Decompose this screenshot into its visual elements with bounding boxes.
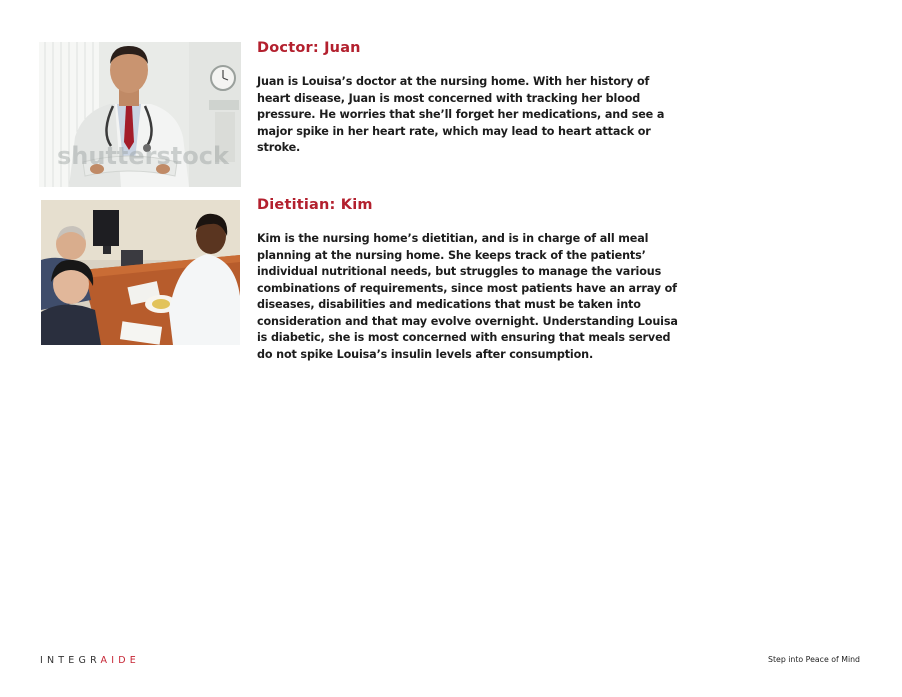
brand-logo-part1: INTEGR <box>40 655 101 666</box>
doctor-description: Juan is Louisa’s doctor at the nursing home. With her history of heart disease, Juan is most concerned with tracking her blood pressure. He worries that she’ll forget her medications, and see a major spike in her heart rate, which may lead to heart attack or stroke. <box>257 75 665 154</box>
dietitian-title: Dietitian: Kim <box>257 197 373 213</box>
dietitian-photo <box>41 200 240 345</box>
doctor-photo-image <box>39 42 241 187</box>
dietitian-photo-image <box>41 200 240 345</box>
brand-logo <box>40 655 140 666</box>
photo-watermark: shutterstock <box>57 142 229 170</box>
doctor-title: Doctor: Juan <box>257 40 361 56</box>
footer-tagline: Step into Peace of Mind <box>768 655 860 664</box>
dietitian-description: Kim is the nursing home’s dietitian, and is in charge of all meal planning at the nursing home. She keeps track of the patients’ individual nutritional needs, but struggles to manage the various combinations of requirements, since most patients have an array of diseases, disabilities and medications that must be taken into consideration and that may evolve overnight. Understanding Louisa is diabetic, she is most concerned with ensuring that meals served do not spike Louisa’s insulin levels after consumption. <box>257 232 678 361</box>
brand-logo-part2: AIDE <box>100 655 140 666</box>
doctor-photo <box>39 42 241 187</box>
